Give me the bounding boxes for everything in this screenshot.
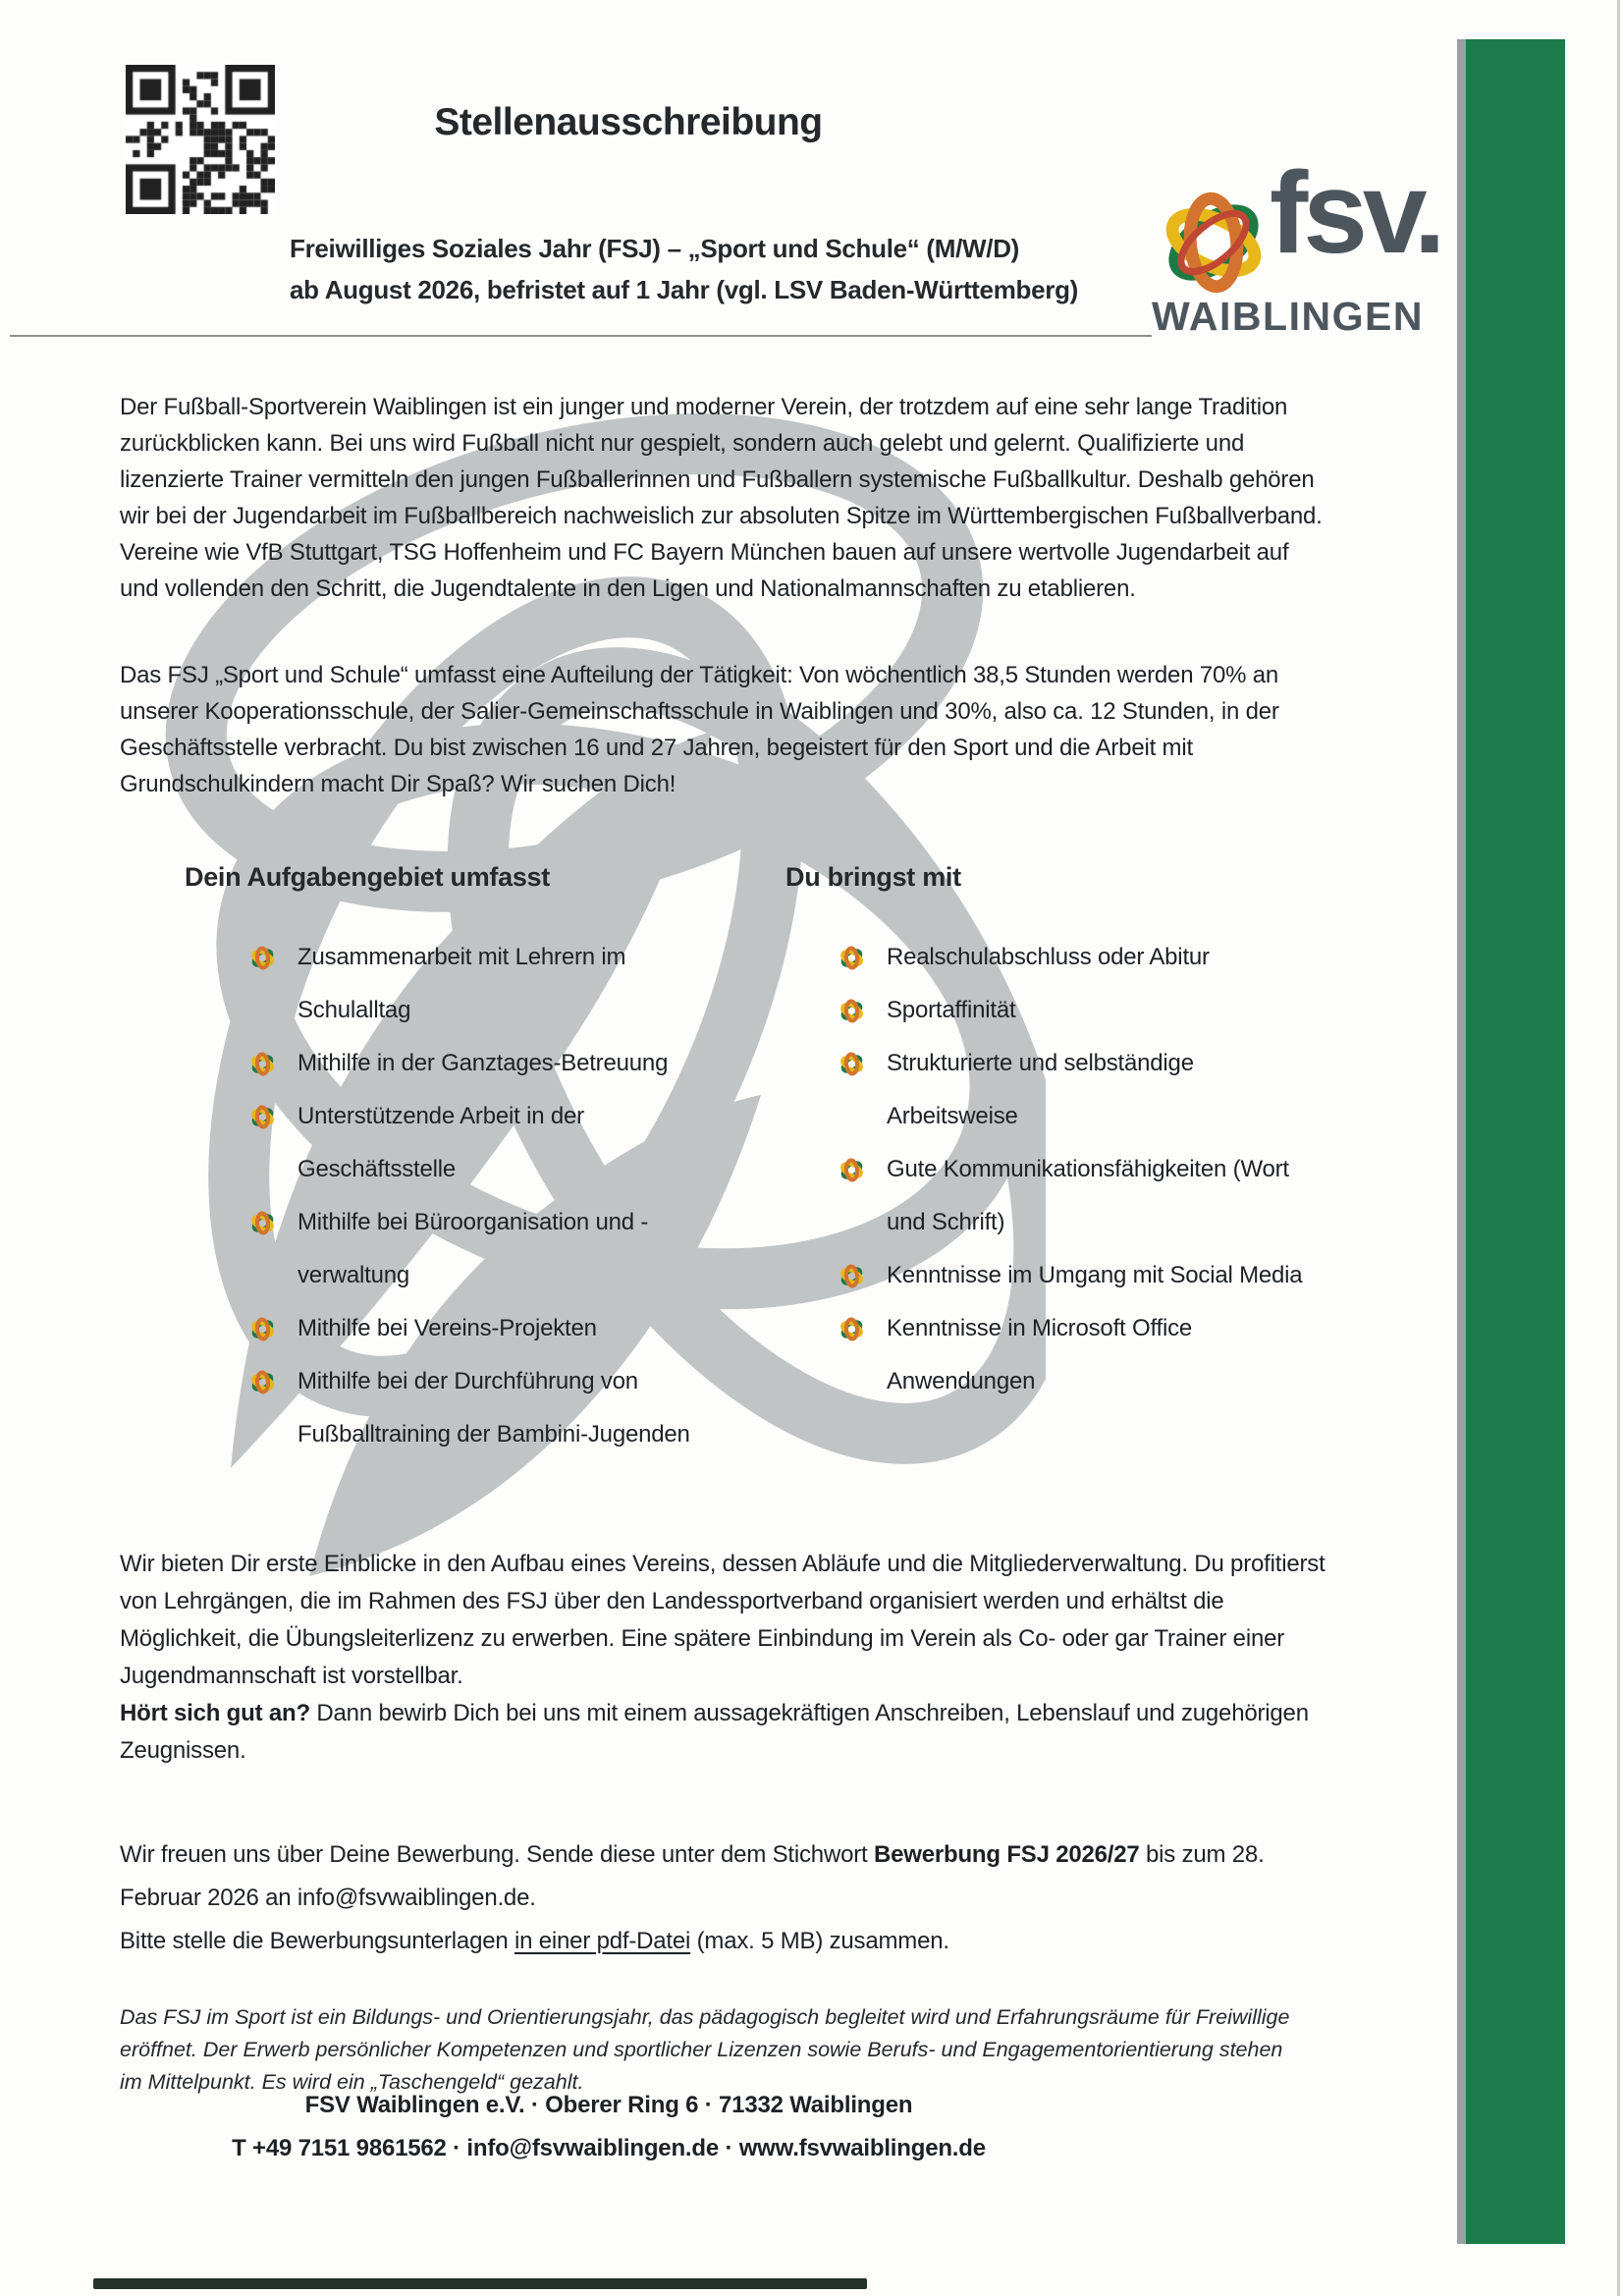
fsv-city-label: WAIBLINGEN [1152, 294, 1424, 339]
header-divider [10, 335, 1152, 337]
offer-paragraph: Wir bieten Dir erste Einblicke in den Aufbau eines Vereins, dessen Abläufe und die Mitgliederverwaltung. Du profitierst von Lehrgängen, die im Rahmen des FSJ über den Landessportverband organisiert werden und erhältst die Möglichkeit, die Übungsleiterlizenz zu erwerben. Eine spätere Einbindung im Verein als Co- oder gar Trainer einer Jugendmannschaft ist vorstellbar. [120, 1551, 1325, 1689]
fsv-emblem-bullet-icon [250, 1211, 275, 1235]
fsv-emblem-bullet-icon [250, 1317, 275, 1341]
profile-list-item [839, 1249, 1309, 1302]
task-list-item-text: Mithilfe bei der Durchführung von Fußballtraining der Bambini-Jugenden [298, 1368, 690, 1448]
text-run: Hört sich gut an? [120, 1700, 310, 1726]
footer-contact [137, 2084, 1080, 2170]
task-list-item [250, 931, 694, 1037]
text-run: Dann bewirb Dich bei uns mit einem aussagekräftigen Anschreiben, Lebenslauf und zugehörigen Zeugnissen. [120, 1700, 1309, 1764]
green-sidebar-band [1466, 39, 1565, 2244]
tasks-heading: Dein Aufgabengebiet umfasst [185, 862, 550, 892]
task-list-item-text: Unterstützende Arbeit in der Geschäftsstelle [298, 1103, 584, 1182]
application-paragraph [120, 1833, 1329, 1963]
text-run: bis zum 28. Februar 2026 an info@fsvwaiblingen.de. [120, 1841, 1265, 1911]
tasks-list [250, 931, 694, 1461]
fsv-emblem-bullet-icon [250, 1370, 275, 1394]
profile-list-item-text: Kenntnisse in Microsoft Office Anwendungen [887, 1315, 1193, 1394]
application-line-1 [120, 1841, 1265, 1911]
task-list-item [250, 1196, 694, 1302]
fsv-emblem-bullet-icon [839, 946, 864, 970]
scan-bottom-strip [93, 2278, 867, 2289]
profile-list-item [839, 1037, 1309, 1143]
profile-list-item-text: Strukturierte und selbständige Arbeitsweise [887, 1050, 1194, 1129]
application-line-2 [120, 1928, 949, 1954]
footer-address: FSV Waiblingen e.V. · Oberer Ring 6 · 71332 Waiblingen [304, 2092, 913, 2118]
fsj-info-note: Das FSJ im Sport ist ein Bildungs- und Orientierungsjahr, das pädagogisch begleitet wird und Erfahrungsräume für Freiwillige eröffnet. Der Erwerb persönlicher Kompetenzen und sportlicher Lizenzen sowie Berufs- und Engagementorientierung stehen im Mittelpunkt. Es wird ein „Taschengeld“ gezahlt. [120, 2004, 1290, 2094]
position-subtitle [290, 228, 1078, 310]
profile-list-item [839, 1143, 1309, 1249]
fsv-emblem-bullet-icon [839, 1158, 864, 1182]
profile-list-item-text: Gute Kommunikationsfähigkeiten (Wort und Schrift) [887, 1156, 1289, 1235]
fsv-emblem-bullet-icon [250, 1105, 275, 1129]
fsv-emblem-bullet-icon [839, 999, 864, 1023]
fsv-emblem-bullet-icon [839, 1317, 864, 1341]
task-list-item [250, 1037, 694, 1090]
profile-list-item [839, 984, 1309, 1037]
call-to-action-paragraph [120, 1695, 1329, 1770]
profile-list-item-text: Kenntnisse im Umgang mit Social Media [887, 1262, 1303, 1288]
fsv-emblem-bullet-icon [250, 1052, 275, 1076]
profile-list-item [839, 931, 1309, 984]
profile-list-item-text: Realschulabschluss oder Abitur [887, 944, 1210, 970]
text-run: Bewerbung FSJ 2026/27 [873, 1841, 1140, 1868]
footer-phone-email-web: T +49 7151 9861562 · info@fsvwaiblingen.de · www.fsvwaiblingen.de [232, 2135, 986, 2161]
profile-list-item [839, 1302, 1309, 1408]
profile-list-item-text: Sportaffinität [887, 997, 1016, 1023]
fsv-emblem-icon [1156, 185, 1271, 301]
task-list-item [250, 1302, 694, 1355]
page-title: Stellenausschreibung [434, 101, 823, 143]
task-list-item [250, 1090, 694, 1196]
task-list-item-text: Mithilfe bei Vereins-Projekten [298, 1315, 597, 1341]
text-run: Wir freuen uns über Deine Bewerbung. Sende diese unter dem Stichwort [120, 1841, 874, 1868]
fsv-emblem-bullet-icon [839, 1052, 864, 1076]
text-run: (max. 5 MB) zusammen. [690, 1928, 949, 1954]
task-list-item-text: Zusammenarbeit mit Lehrern im Schulalltag [298, 944, 626, 1023]
intro-paragraph-1: Der Fußball-Sportverein Waiblingen ist ein junger und moderner Verein, der trotzdem auf eine sehr lange Tradition zurückblicken kann. Bei uns wird Fußball nicht nur gespielt, sondern auch gelebt und gelernt. Qualifizierte und lizenzierte Trainer vermitteln den jungen Fußballerinnen und Fußballern systemische Fußballkultur. Deshalb gehören wir bei der Jugendarbeit im Fußballbereich nachweislich zur absoluten Spitze im Württembergischen Fußballverband. Vereine wie VfB Stuttgart, TSG Hoffenheim und FC Bayern München bauen auf unsere wertvolle Jugendarbeit auf und vollenden den Schritt, die Jugendtalente in den Ligen und Nationalmannschaften zu etablieren. [120, 394, 1323, 602]
text-run: in einer pdf-Datei [514, 1928, 691, 1954]
fsv-emblem-bullet-icon [250, 946, 275, 970]
intro-paragraph-2: Das FSJ „Sport und Schule“ umfasst eine Aufteilung der Tätigkeit: Von wöchentlich 38,5 Stunden werden 70% an unserer Kooperationsschule, der Salier-Gemeinschaftsschule in Waiblingen und 30%, also ca. 12 Stunden, in der Geschäftsstelle verbracht. Du bist zwischen 16 und 27 Jahren, begeistert für den Sport und die Arbeit mit Grundschulkindern macht Dir Spaß? Wir suchen Dich! [120, 662, 1279, 797]
sidebar-shadow-strip [1457, 39, 1466, 2244]
position-subtitle-line2: ab August 2026, befristet auf 1 Jahr (vgl. LSV Baden-Württemberg) [290, 275, 1079, 304]
position-subtitle-line1: Freiwilliges Soziales Jahr (FSJ) – „Sport und Schule“ (M/W/D) [290, 234, 1020, 263]
scan-edge-line [1617, 0, 1620, 2296]
task-list-item [250, 1355, 694, 1461]
fsv-emblem-bullet-icon [839, 1264, 864, 1288]
profile-list [839, 931, 1309, 1408]
text-run: Bitte stelle die Bewerbungsunterlagen [120, 1928, 514, 1954]
task-list-item-text: Mithilfe in der Ganztages-Betreuung [298, 1050, 669, 1076]
fsv-logotype: fsv. [1270, 148, 1441, 278]
task-list-item-text: Mithilfe bei Büroorganisation und -verwaltung [298, 1209, 649, 1288]
profile-heading: Du bringst mit [785, 862, 961, 892]
